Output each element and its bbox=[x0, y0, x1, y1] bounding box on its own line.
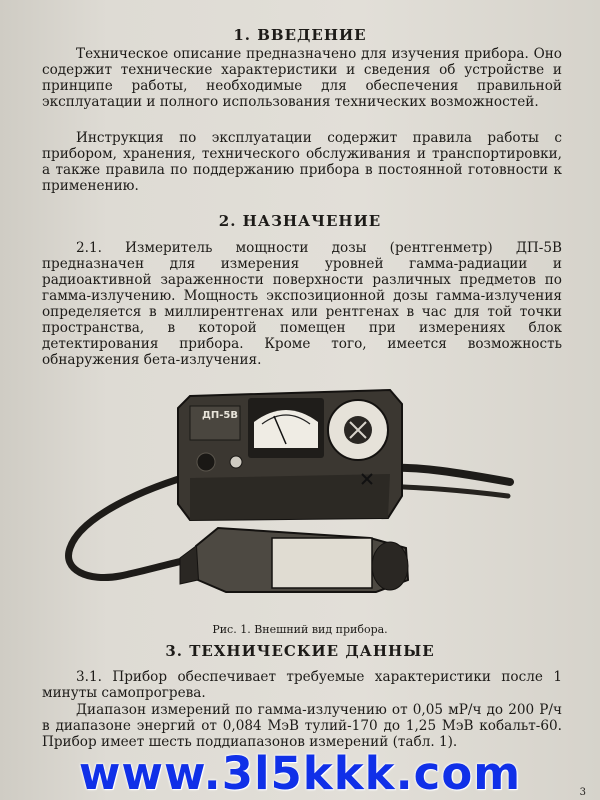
device-label: ДП-5В bbox=[202, 410, 239, 421]
probe-window bbox=[272, 538, 372, 588]
indicator-lamp bbox=[230, 456, 242, 468]
section-2-paragraph-1: 2.1. Измеритель мощности дозы (рентгенметр) ДП-5В предназначен для измерения уровней гамма-радиации и радиоактивной зараженности поверхности различных предметов по гамма-излучению. Мощность экспозиционной дозы гамма-излучения определяется в миллирентгенах или рентгенах в час для той точки пространства, в которой помещен при измерениях блок детектирования прибора. Кроме того, имеется возможность обнаружения бета-излучения. bbox=[42, 240, 562, 368]
device-illustration bbox=[40, 378, 550, 618]
section-1-paragraph-1: Техническое описание предназначено для изучения прибора. Оно содержит технические характеристики и сведения об устройстве и принципе работы, необходимые для обеспечения правильной эксплуатации и полного использования технических возможностей. bbox=[42, 46, 562, 110]
zero-knob bbox=[197, 453, 215, 471]
section-2-title: 2. НАЗНАЧЕНИЕ bbox=[218, 212, 382, 230]
section-3-paragraph-1: 3.1. Прибор обеспечивает требуемые характеристики после 1 минуты самопрогрева. bbox=[42, 669, 562, 701]
page-number: 3 bbox=[579, 787, 586, 798]
section-1-title: 1. ВВЕДЕНИЕ bbox=[233, 26, 367, 44]
probe-end-cap bbox=[372, 542, 408, 590]
device-body-lower bbox=[190, 474, 390, 520]
probe-handle bbox=[180, 546, 198, 584]
section-3-title: 3. ТЕХНИЧЕСКИЕ ДАННЫЕ bbox=[165, 642, 435, 660]
figure-caption: Рис. 1. Внешний вид прибора. bbox=[212, 623, 388, 636]
watermark: www.3l5kkk.com bbox=[78, 747, 522, 800]
section-3-paragraph-2: Диапазон измерений по гамма-излучению от 0,05 мР/ч до 200 Р/ч в диапазоне энергий от 0,084 МэВ тулий-170 до 1,25 МэВ кобальт-60. Прибор имеет шесть поддиапазонов измерений (табл. 1). bbox=[42, 702, 562, 750]
section-1-paragraph-2: Инструкция по эксплуатации содержит правила работы с прибором, хранения, технического обслуживания и транспортировки, а также правила по поддержанию прибора в постоянной готовности к применению. bbox=[42, 130, 562, 194]
